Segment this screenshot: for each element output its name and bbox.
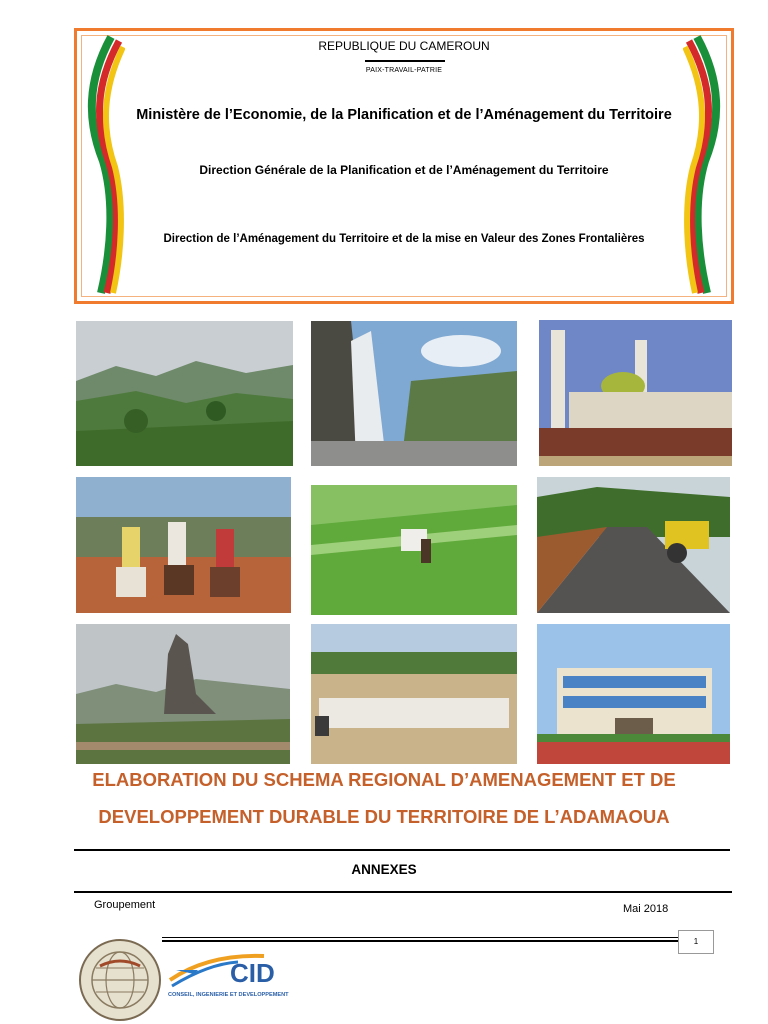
groupement-label: Groupement	[94, 899, 156, 911]
general-directorate-name: Direction Générale de la Planification et de l’Aménagement du Territoire	[199, 163, 609, 177]
annexes-heading: ANNEXES	[351, 862, 417, 877]
header-frame	[74, 28, 734, 304]
document-date: Mai 2018	[623, 903, 669, 915]
horse-riders-photo	[76, 477, 291, 613]
cid-logo	[168, 950, 290, 1010]
government-building-photo	[537, 624, 730, 764]
annexes-bottom-rule	[74, 891, 732, 893]
footer-rule-bottom	[162, 940, 678, 942]
globe-logo	[78, 938, 162, 1022]
cattle-herd-photo	[311, 624, 517, 764]
waterfall-photo	[311, 321, 517, 466]
cid-logo-text: CID	[230, 958, 275, 988]
rock-mountain-photo	[76, 624, 290, 764]
directorate-name: Direction de l’Aménagement du Territoire et de la mise en Valeur des Zones Frontalières	[163, 233, 645, 245]
rice-field-photo	[311, 485, 517, 615]
cid-logo-subtitle: CONSEIL, INGENIERIE ET DEVELOPPEMENT	[168, 992, 289, 998]
motto-divider	[365, 60, 445, 62]
mosque-photo	[539, 320, 732, 466]
annexes-top-rule	[74, 849, 730, 851]
ministry-name: Ministère de l’Economie, de la Planification et de l’Aménagement du Territoire	[136, 107, 672, 123]
national-motto: PAIX-TRAVAIL-PATRIE	[365, 67, 443, 74]
forest-hills-photo	[76, 321, 293, 466]
document-title-line-1: ELABORATION DU SCHEMA REGIONAL D’AMENAGEMENT ET DE	[92, 769, 676, 790]
footer-rule-top	[162, 937, 678, 938]
document-title-line-2: DEVELOPPEMENT DURABLE DU TERRITOIRE DE L’ADAMAOUA	[98, 806, 670, 827]
republic-heading: REPUBLIQUE DU CAMEROUN	[318, 39, 490, 53]
page-number: 1	[678, 930, 714, 954]
road-construction-photo	[537, 477, 730, 613]
